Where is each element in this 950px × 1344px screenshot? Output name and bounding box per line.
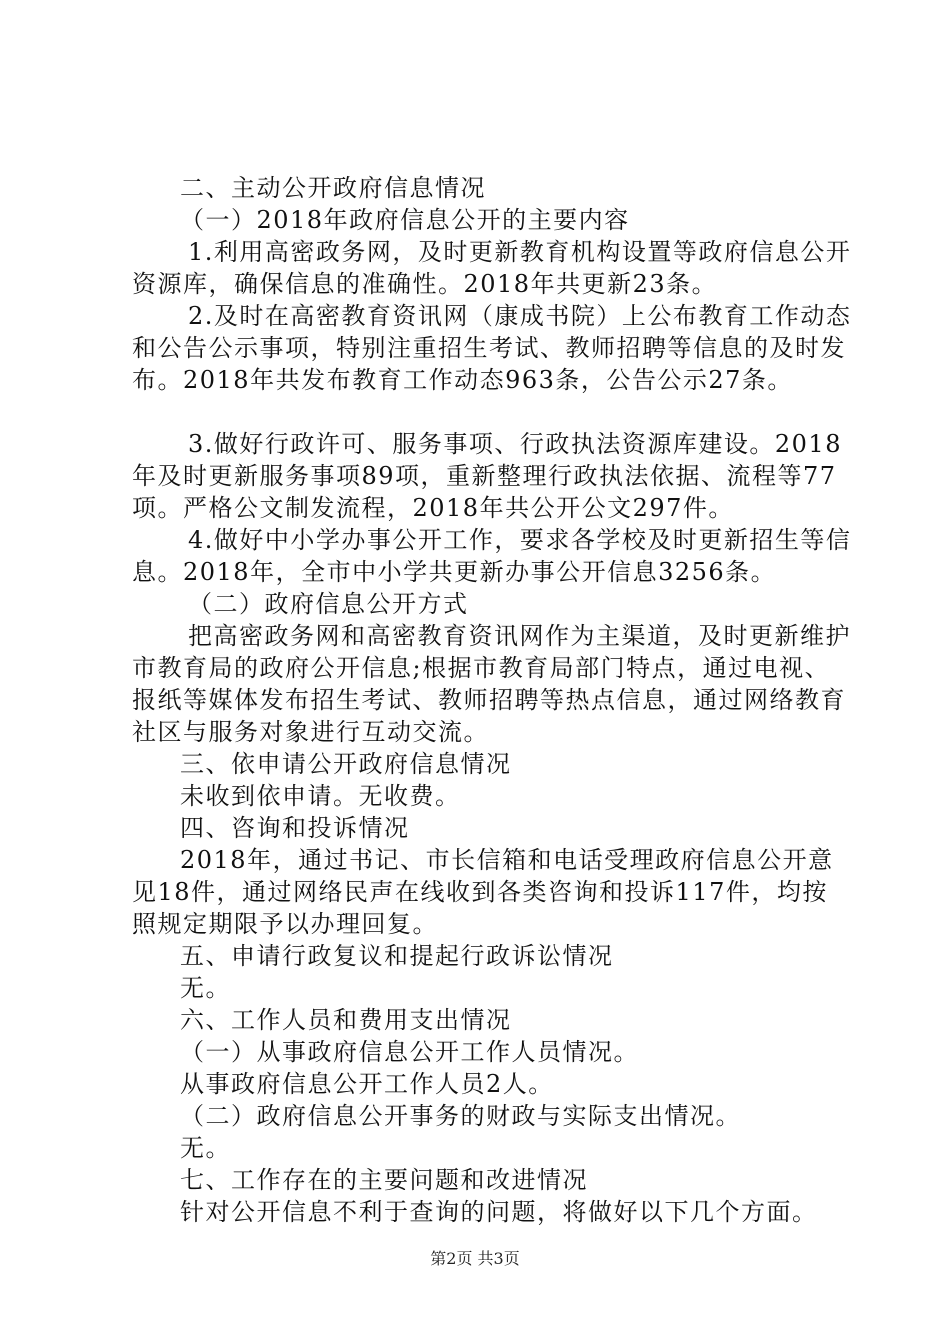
paragraph: 无。: [180, 1134, 231, 1162]
paragraph: 3.做好行政许可、服务事项、行政执法资源库建设。2018年及时更新服务事项89项，重新整理行政执法依据、流程等77项。严格公文制发流程，2018年共公开公文297件。: [132, 430, 842, 522]
paragraph: 未收到依申请。无收费。: [180, 782, 461, 810]
subsection-heading: （一）从事政府信息公开工作人员情况。: [180, 1038, 639, 1066]
paragraph: 2018年，通过书记、市长信箱和电话受理政府信息公开意见18件，通过网络民声在线收到各类咨询和投诉117件，均按照规定期限予以办理回复。: [132, 846, 834, 938]
page-footer: 第2页 共3页: [430, 1249, 520, 1268]
section-heading: 二、主动公开政府信息情况: [180, 174, 486, 202]
paragraph: 从事政府信息公开工作人员2人。: [180, 1070, 554, 1098]
paragraph: 把高密政务网和高密教育资讯网作为主渠道，及时更新维护市教育局的政府公开信息;根据市教育局部门特点，通过电视、报纸等媒体发布招生考试、教师招聘等热点信息，通过网络教育社区与服务对象进行互动交流。: [132, 622, 851, 746]
subsection-heading: （二）政府信息公开事务的财政与实际支出情况。: [180, 1102, 741, 1130]
section-heading: 四、咨询和投诉情况: [180, 814, 410, 842]
section-heading: 七、工作存在的主要问题和改进情况: [180, 1166, 588, 1194]
paragraph: 无。: [180, 974, 231, 1002]
subsection-heading: （二）政府信息公开方式: [188, 590, 469, 618]
paragraph: 1.利用高密政务网，及时更新教育机构设置等政府信息公开资源库，确保信息的准确性。2018年共更新23条。: [132, 238, 852, 298]
paragraph: 4.做好中小学办事公开工作，要求各学校及时更新招生等信息。2018年，全市中小学共更新办事公开信息3256条。: [132, 526, 852, 586]
paragraph: 针对公开信息不利于查询的问题，将做好以下几个方面。: [180, 1198, 818, 1226]
blank-line: [132, 396, 852, 428]
subsection-heading: （一）2018年政府信息公开的主要内容: [180, 206, 630, 234]
section-heading: 六、工作人员和费用支出情况: [180, 1006, 512, 1034]
section-heading: 五、申请行政复议和提起行政诉讼情况: [180, 942, 614, 970]
document-body: [132, 172, 852, 1228]
section-heading: 三、依申请公开政府信息情况: [180, 750, 512, 778]
paragraph: 2.及时在高密教育资讯网（康成书院）上公布教育工作动态和公告公示事项，特别注重招生考试、教师招聘等信息的及时发布。2018年共发布教育工作动态963条，公告公示27条。: [132, 302, 852, 394]
